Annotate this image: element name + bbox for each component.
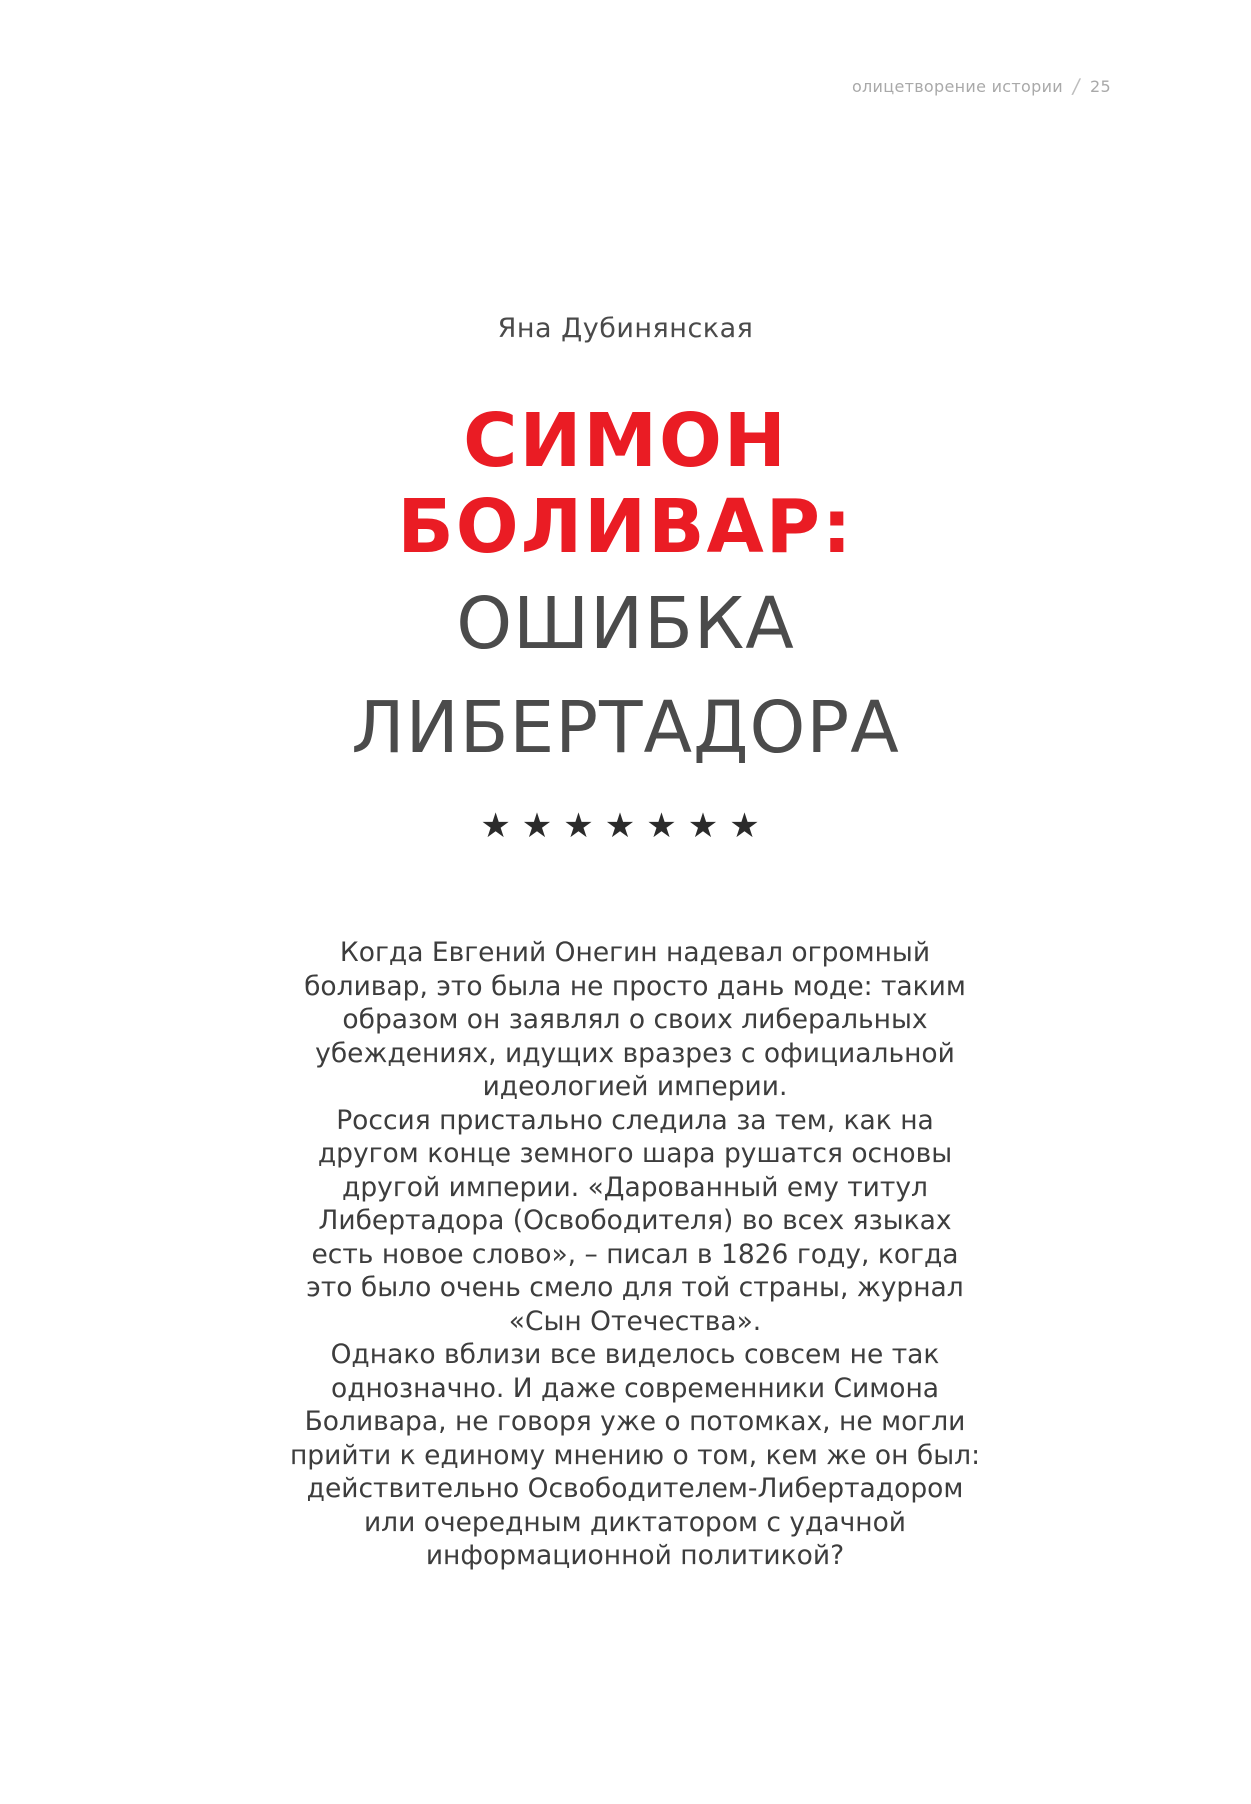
lead-paragraph-3: Однако вблизи все виделось совсем не так однозначно. И даже современники Симона Боливара, не говоря уже о потомках, не могли прийти к единому мнению о том, кем же он был: действительно Освободителем-Либертадором или очередным диктатором с удачной информационной политикой? [289, 1339, 981, 1571]
article-title [0, 398, 1251, 780]
running-header [852, 74, 1111, 98]
lead-paragraph-1: Когда Евгений Онегин надевал огромный боливар, это была не просто дань моде: таким образом он заявлял о своих либеральных убеждениях, идущих вразрез с официальной идеологией империи. [304, 937, 966, 1102]
lead-paragraph-2: Россия пристально следила за тем, как на другом конце земного шара рушатся основы другой империи. «Дарованный ему титул Либертадора (Освободителя) во всех языках есть новое слово», – писал в 1826 году, когда это было очень смело для той страны, журнал «Сын Отечества». [306, 1104, 964, 1337]
article-lead [285, 936, 985, 1573]
section-title: олицетворение истории [851, 76, 1063, 96]
title-line-2: БОЛИВАР: [397, 484, 854, 570]
star-ornament: ★★★★★★★ [480, 806, 771, 846]
page-number: 25 [1090, 76, 1111, 96]
header-separator: / [1070, 74, 1083, 98]
title-line-1: СИМОН [463, 398, 788, 484]
article-author: Яна Дубинянская [497, 313, 754, 344]
title-line-3: ОШИБКА [456, 582, 795, 665]
title-line-4: ЛИБЕРТАДОРА [351, 686, 900, 769]
